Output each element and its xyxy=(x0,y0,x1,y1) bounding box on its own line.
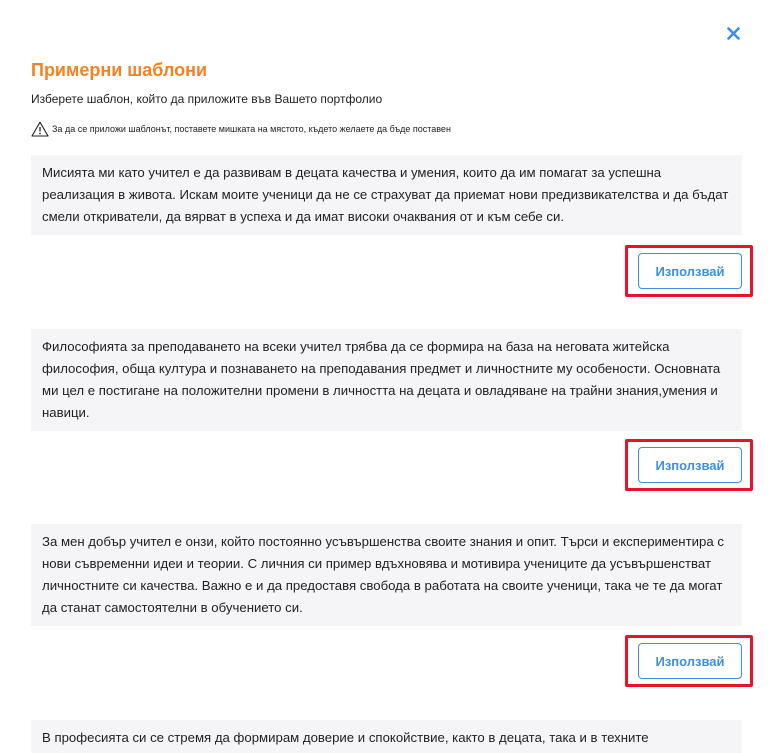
template-text-2: Философията за преподаването на всеки учител трябва да се формира на база на неговата житейска философия, обща култура и познаването на преподавания предмет и личностните му особености. Основната ми цел е постигане на положителни промени в личността на децата и овладяване на трайни знания,умения и навици. xyxy=(31,329,742,431)
use-template-button-3[interactable]: Използвай xyxy=(638,643,742,679)
template-text-4: В професията си се стремя да формирам доверие и спокойствие, както в децата, така и в техните xyxy=(31,720,742,753)
dialog-title: Примерни шаблони xyxy=(31,60,208,80)
use-template-button-1[interactable]: Използвай xyxy=(638,253,742,289)
template-text-3: За мен добър учител е онзи, който постоянно усъвършенства своите знания и опит. Търси и експериментира с нови съвременни идеи и теории. С личния си пример вдъхновява и мотивира учениците да усъвършенстват личностните си качества. Важно е и да предоставя свобода в работата на своите ученици, така че те да могат да станат самостоятелни в обучението си. xyxy=(31,524,742,626)
warning-note xyxy=(31,121,451,137)
close-icon xyxy=(727,27,740,40)
use-template-button-2[interactable]: Използвай xyxy=(638,447,742,483)
warning-text: За да се приложи шаблонът, поставете мишката на мястото, където желаете да бъде поставен xyxy=(52,124,451,134)
dialog-subtitle: Изберете шаблон, който да приложите във Вашето портфолио xyxy=(31,92,383,106)
close-button[interactable] xyxy=(722,22,744,44)
template-text-1: Мисията ми като учител е да развивам в децата качества и умения, които да им помагат за успешна реализация в живота. Искам моите ученици да не се страхуват да приемат нови предизвикателства и да бъдат смели откриватели, да вярват в успеха и да имат високи очаквания от и към себе си. xyxy=(31,155,742,235)
warning-triangle-icon xyxy=(31,121,49,137)
